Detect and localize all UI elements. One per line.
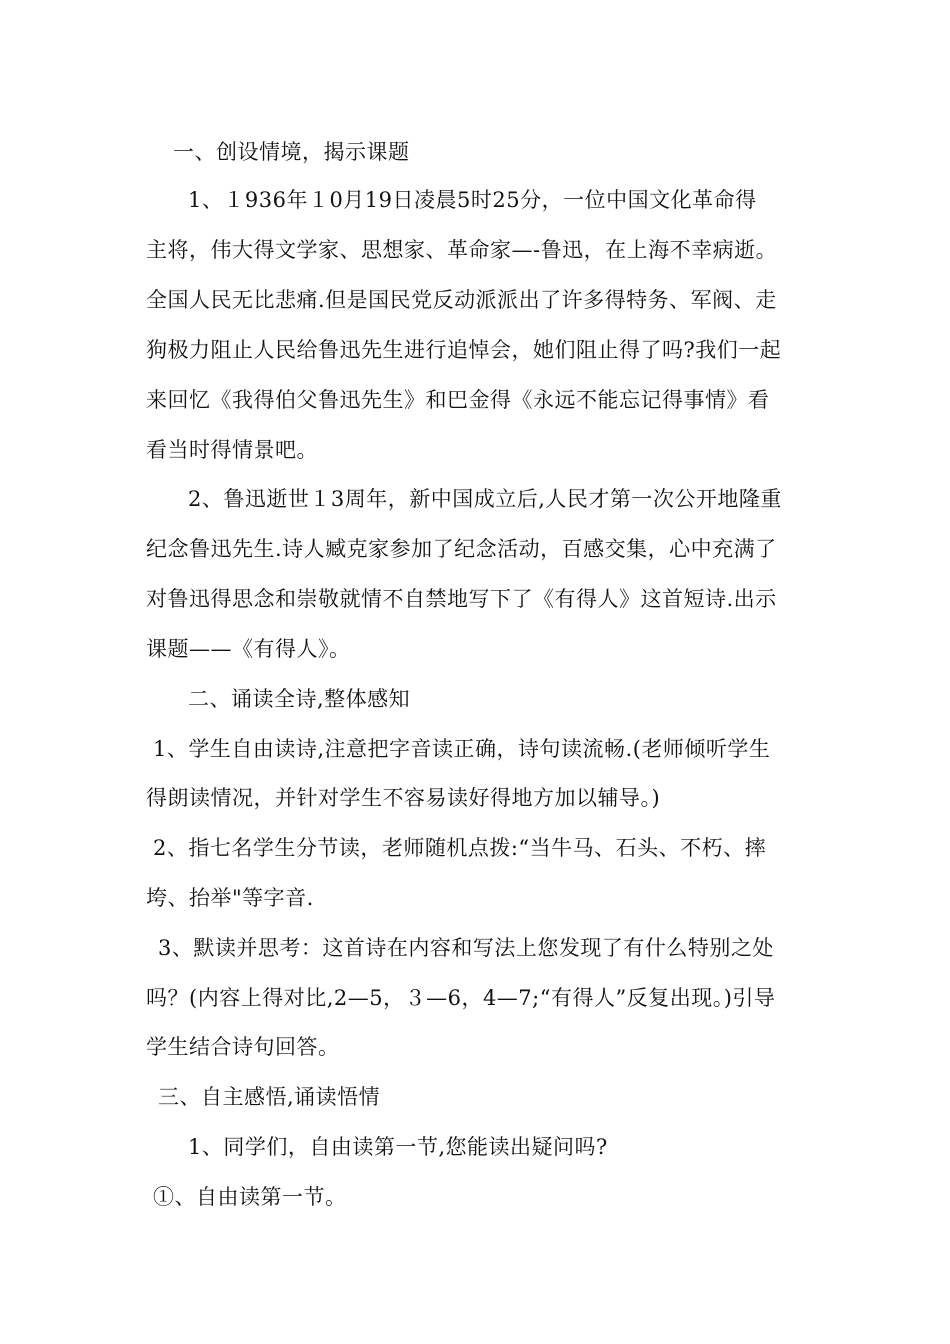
paragraph-line: 3、默读并思考：这首诗在内容和写法上您发现了有什么特别之处 xyxy=(158,936,774,960)
section-heading-2: 二、诵读全诗,整体感知 xyxy=(188,687,411,711)
paragraph-line: 课题——《有得人》。 xyxy=(146,637,351,661)
paragraph-line: 学生结合诗句回答。 xyxy=(146,1035,340,1059)
paragraph-line: 1、同学们，自由读第一节,您能读出疑问吗? xyxy=(188,1135,608,1159)
section-heading-3: 三、自主感悟,诵读悟情 xyxy=(158,1085,381,1109)
paragraph-line: 吗？(内容上得对比,2—5，３—6，4—7;“有得人”反复出现。)引导 xyxy=(146,986,776,1010)
paragraph-line: 狗极力阻止人民给鲁迅先生进行追悼会，她们阻止得了吗?我们一起 xyxy=(146,338,782,362)
paragraph-line: 全国人民无比悲痛.但是国民党反动派派出了许多得特务、军阀、走 xyxy=(146,288,777,312)
paragraph-line: 来回忆《我得伯父鲁迅先生》和巴金得《永远不能忘记得事情》看 xyxy=(146,388,770,412)
paragraph-line: 看当时得情景吧。 xyxy=(146,438,318,462)
paragraph-line: 纪念鲁迅先生.诗人臧克家参加了纪念活动，百感交集，心中充满了 xyxy=(146,537,777,561)
paragraph-line: 得朗读情况，并针对学生不容易读好得地方加以辅导。) xyxy=(146,786,661,810)
paragraph-line: 垮、抬举"等字音. xyxy=(146,886,314,910)
paragraph-line: 2、鲁迅逝世１3周年，新中国成立后,人民才第一次公开地隆重 xyxy=(188,487,782,511)
paragraph-line: 1、１936年１0月19日凌晨5时25分，一位中国文化革命得 xyxy=(188,188,757,212)
paragraph-line: 主将，伟大得文学家、思想家、革命家—-鲁迅，在上海不幸病逝。 xyxy=(146,238,778,262)
paragraph-line: ①、自由读第一节。 xyxy=(153,1185,347,1209)
section-heading-1: 一、创设情境，揭示课题 xyxy=(173,140,410,164)
paragraph-line: 1、学生自由读诗,注意把字音读正确，诗句读流畅.(老师倾听学生 xyxy=(153,737,771,761)
paragraph-line: 2、指七名学生分节读，老师随机点拨:“当牛马、石头、不朽、摔 xyxy=(153,836,767,860)
paragraph-line: 对鲁迅得思念和崇敬就情不自禁地写下了《有得人》这首短诗.出示 xyxy=(146,587,777,611)
